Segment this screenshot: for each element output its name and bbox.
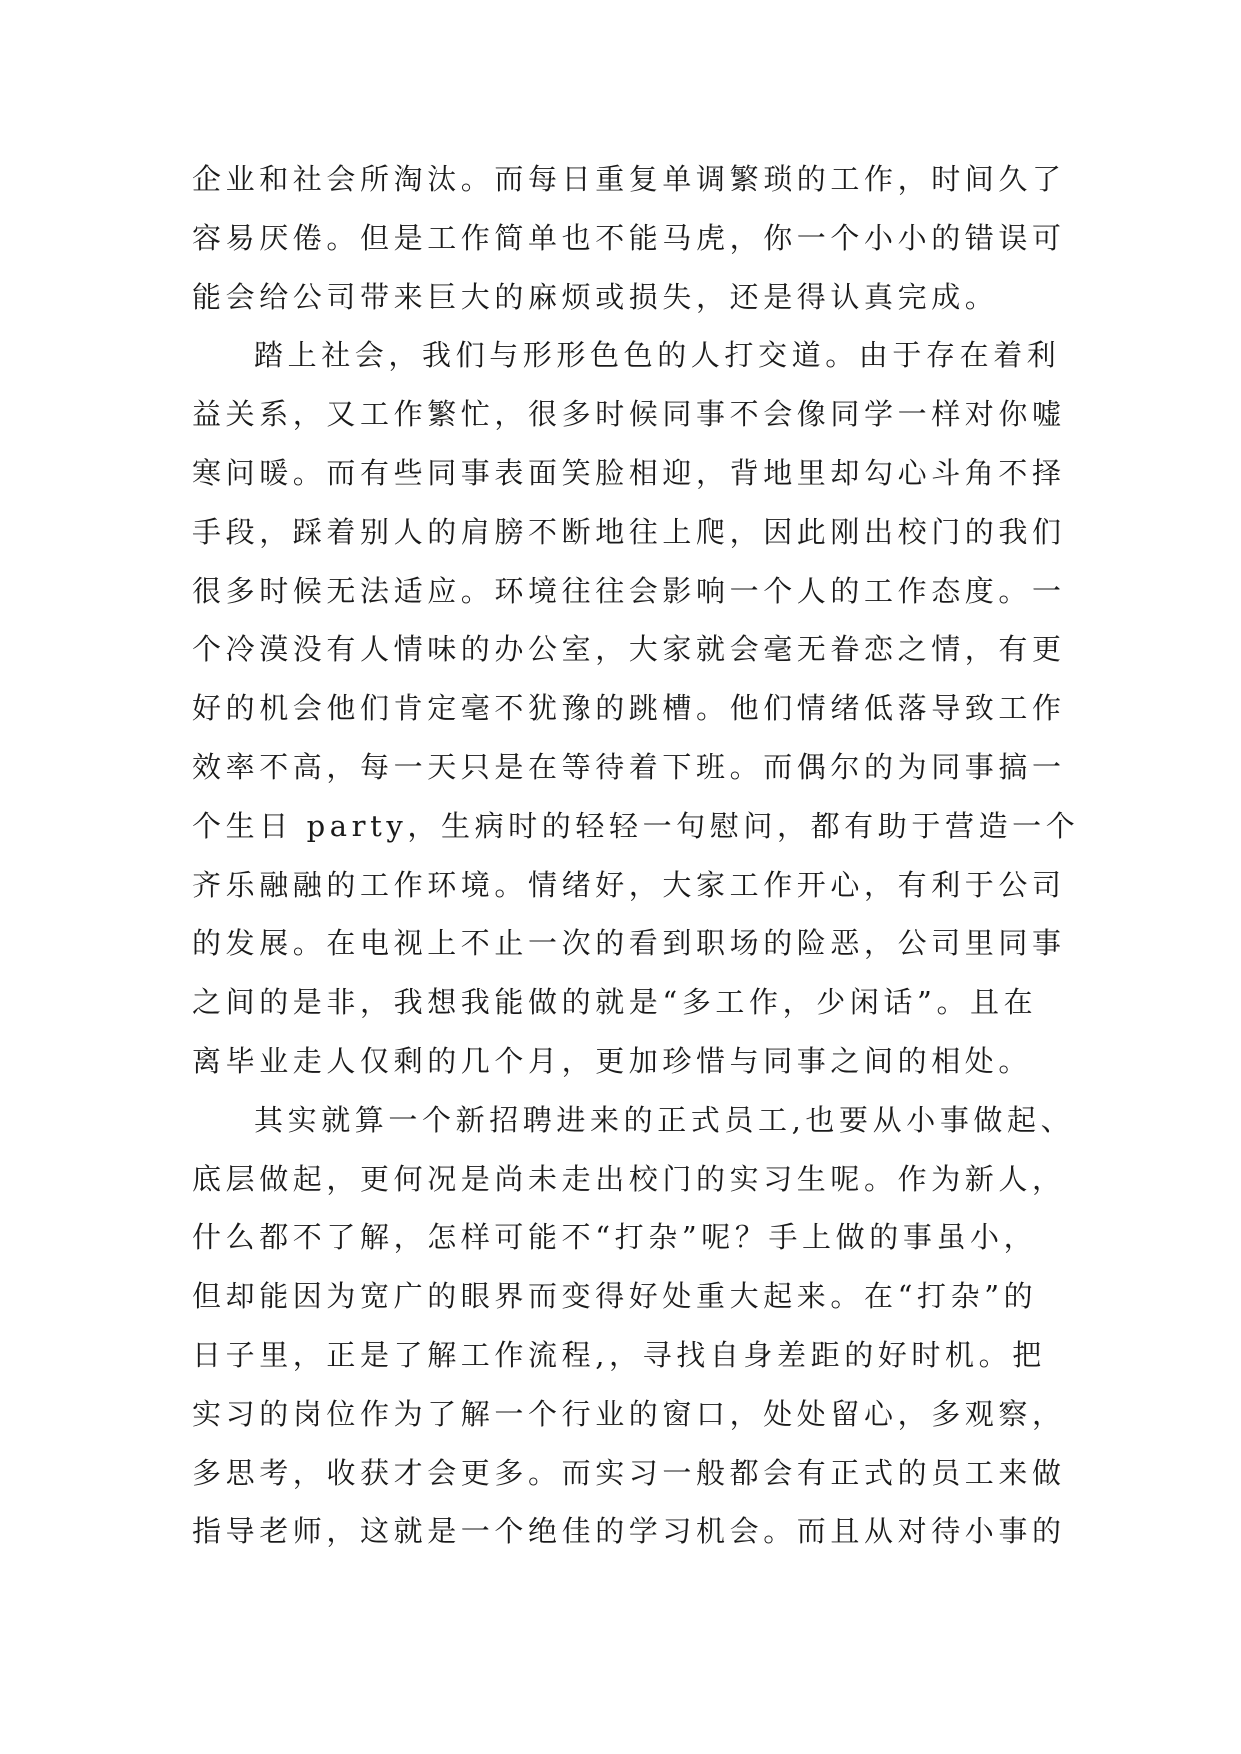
text-line: 的发展。在电视上不止一次的看到职场的险恶，公司里同事	[192, 926, 1066, 961]
paragraph-first-line: 其实就算一个新招聘进来的正式员工,也要从小事做起、	[254, 1102, 1075, 1137]
text-line: 个生日 party，生病时的轻轻一句慰问，都有助于营造一个	[192, 808, 1080, 843]
text-line: 企业和社会所淘汰。而每日重复单调繁琐的工作，时间久了	[192, 162, 1066, 196]
text-line: 齐乐融融的工作环境。情绪好，大家工作开心，有利于公司	[192, 867, 1066, 902]
text-line: 益关系，又工作繁忙，很多时候同事不会像同学一样对你嘘	[192, 397, 1066, 432]
text-line: 容易厌倦。但是工作简单也不能马虎，你一个小小的错误可	[192, 220, 1066, 255]
text-line: 效率不高，每一天只是在等待着下班。而偶尔的为同事搞一	[192, 749, 1066, 784]
text-line: 多思考，收获才会更多。而实习一般都会有正式的员工来做	[192, 1455, 1066, 1490]
text-line: 很多时候无法适应。环境往往会影响一个人的工作态度。一	[192, 573, 1066, 608]
text-line: 之间的是非，我想我能做的就是“多工作，少闲话”。且在	[192, 985, 1038, 1020]
text-line: 手段，踩着别人的肩膀不断地往上爬，因此刚出校门的我们	[192, 514, 1066, 549]
text-line: 离毕业走人仅剩的几个月，更加珍惜与同事之间的相处。	[192, 1043, 1033, 1078]
text-line: 好的机会他们肯定毫不犹豫的跳槽。他们情绪低落导致工作	[192, 691, 1066, 726]
text-line: 日子里，正是了解工作流程,，寻找自身差距的好时机。把	[192, 1337, 1046, 1372]
text-line: 指导老师，这就是一个绝佳的学习机会。而且从对待小事的	[192, 1514, 1066, 1549]
body-text	[192, 150, 1080, 1561]
text-line: 底层做起，更何况是尚未走出校门的实习生呢。作为新人，	[192, 1161, 1066, 1196]
text-line: 个冷漠没有人情味的办公室，大家就会毫无眷恋之情，有更	[192, 632, 1066, 667]
text-line: 什么都不了解，怎样可能不“打杂”呢？手上做的事虽小，	[192, 1220, 1038, 1255]
text-line: 寒问暖。而有些同事表面笑脸相迎，背地里却勾心斗角不择	[192, 455, 1066, 490]
text-line: 实习的岗位作为了解一个行业的窗口，处处留心，多观察，	[192, 1396, 1066, 1431]
text-line: 但却能因为宽广的眼界而变得好处重大起来。在“打杂”的	[192, 1279, 1038, 1314]
paragraph-first-line: 踏上社会，我们与形形色色的人打交道。由于存在着利	[254, 338, 1061, 373]
text-line: 能会给公司带来巨大的麻烦或损失，还是得认真完成。	[192, 279, 999, 314]
